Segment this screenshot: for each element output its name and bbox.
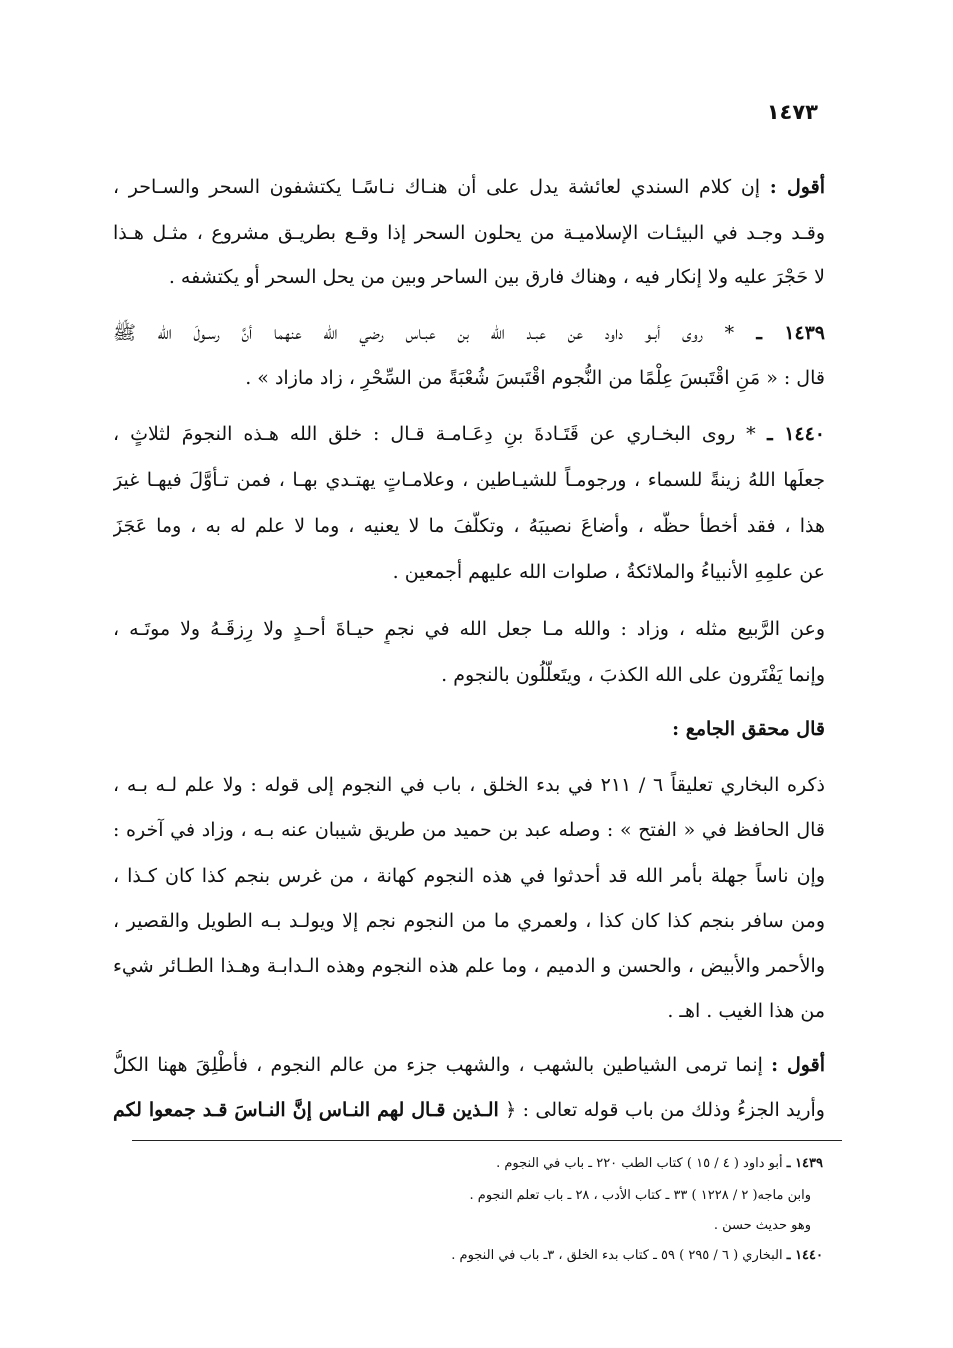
footnote-text: البخاري ( ٦ / ٢٩٥ ) ٥٩ ـ كتاب بدء الخلق ، ٣ـ باب في النجوم .	[451, 1248, 787, 1263]
text-line	[113, 419, 825, 449]
text-line	[113, 557, 825, 587]
text-line	[113, 660, 825, 690]
line-text: وأريد الجزءُ وذلك من باب قوله تعالى : ﴿	[498, 1099, 825, 1121]
heading-text: قال محقق الجامع :	[672, 718, 825, 740]
line-text: إن كلام السندي لعائشة يدل على أن هنـاك نـاسًـا يكتشفون السحر والسـاحر ،	[113, 176, 770, 198]
footnote-label: ١٤٤٠ ـ	[786, 1248, 823, 1263]
text-line	[113, 996, 825, 1026]
text-line	[113, 815, 825, 845]
text-line	[113, 511, 825, 541]
line-text: ذكره البخاري تعليقاً ٦ / ٢١١ في بدء الخلق ، باب في النجوم إلى قوله : ولا علم لـه بـه ،	[113, 774, 825, 796]
line-text: وإنما يَفْتَرون على الله الكذبَ ، ويتَعلَّلُون بالنجوم .	[441, 664, 825, 686]
lead-word: أقول :	[771, 1054, 825, 1076]
line-text: إنما ترمى الشياطين بالشهب ، والشهب جزء من عالم النجوم ، فأُطْلِقَ ههنا الكلُّ	[113, 1054, 772, 1076]
footnote-text: وهو حديث حسن .	[713, 1218, 811, 1233]
page-number: ١٤٧٣	[766, 100, 818, 124]
line-text: وعن الرَّبيع مثله ، وزاد : والله مـا جعل الله في نجمٍ حيـاةَ أحـدٍ ولا رِزقَـهُ ولا موتَـه ،	[113, 618, 825, 640]
text-line	[113, 1050, 825, 1080]
footnote-label: ١٤٣٩ ـ	[786, 1156, 823, 1171]
line-text: وإن ناساً جهلة بأمر الله قد أحدثوا في هذه النجوم كهانة ، من غرس بنجم كذا كان كـذا ،	[113, 865, 825, 887]
text-line	[113, 770, 825, 800]
line-text: لا حَجْرَ عليه ولا إنكار فيه ، وهناك فارق بين الساحر وبين من يحل السحر أو يكتشفه .	[168, 266, 825, 288]
text-line	[113, 318, 825, 348]
text-line	[113, 861, 825, 891]
text-line	[113, 262, 825, 292]
line-text: قال الحافظ في « الفتح » : وصله عبد بن حميد من طريق شيبان عنه بـه ، وزاد في آخره :	[113, 819, 825, 841]
text-line	[113, 172, 825, 202]
footnote	[111, 1246, 823, 1266]
text-line	[113, 951, 825, 981]
footnote-text: وابن ماجه( ٢ / ١٢٢٨ ) ٣٣ ـ كتاب الأدب ، ٢٨ ـ باب تعلم النجوم .	[469, 1188, 811, 1203]
line-text: والأحمر والأبيض ، والحسن و الدميم ، وما علم هذه النجوم وهذه الـدابـة وهـذا الطـائر شيء	[113, 955, 825, 977]
line-text: من هذا الغيب . اهـ .	[667, 1000, 825, 1022]
text-line	[113, 465, 825, 495]
hadith-number: ١٤٤٠ ـ	[755, 423, 825, 445]
text-line	[113, 1095, 825, 1125]
line-text: * روى أبـو داود عن عبـد الله بن عبـاس رضي الله عنهما أنَّ رسـولَ الله ﷺ	[113, 322, 735, 344]
text-line	[113, 906, 825, 936]
footnote-text: أبو داود ( ٤ / ١٥ ) كتاب الطب ٢٢٠ ـ باب في النجوم .	[496, 1156, 787, 1171]
footnote-divider	[132, 1140, 842, 1141]
footnote	[99, 1186, 811, 1206]
footnote	[111, 1154, 823, 1174]
footnote	[99, 1216, 811, 1236]
line-text: هذا ، فقد أخطأ حظَّه ، وأضاعَ نصيبَهُ ، وتكلَّفَ ما لا يعنيه ، وما لا علم له به ، وما عَجَزَ	[113, 515, 825, 537]
hadith-number: ١٤٣٩ ـ	[734, 322, 825, 344]
line-text: عن علمِهِ الأنبياءُ والملائكةُ ، صلوات الله عليهم أجمعين .	[392, 561, 825, 583]
line-text: ومن سافر بنجم كذا كان كذا ، ولعمري ما من النجوم نجم إلا ويولـد بـه الطويل والقصير ،	[113, 910, 825, 932]
quran-quote: الـذين قـال لهم النـاس إنَّ النـاسَ قـد جمعوا لكم	[113, 1099, 499, 1121]
lead-word: أقول :	[769, 176, 825, 198]
line-text: * روى البخـاري عن قَتَـادةَ بنِ دِعَـامـة قـال : خلق الله هـذه النجومَ لثلاثٍ ،	[113, 423, 756, 445]
line-text: قال : « مَنِ اقْتَبسَ عِلْمًا من النُّجوم اقْتَبسَ شُعْبَةً من السِّحْرِ ، زاد مازاد » .	[245, 367, 825, 389]
text-line	[113, 218, 825, 248]
line-text: جعلَها اللهُ زينةً للسماء ، ورجومـاً للشيـاطين ، وعلامـاتٍ يهتـدي بهـا ، فمن تـأوَّلَ فيهـا غيرَ	[113, 469, 825, 491]
text-line	[113, 614, 825, 644]
section-heading	[113, 714, 825, 744]
line-text: وقـد وجـد في البيئـات الإسلاميـة من يحلون السحر إذا وقـع بطريـق مشروع ، مثـل هـذا	[113, 222, 825, 244]
text-line	[113, 363, 825, 393]
